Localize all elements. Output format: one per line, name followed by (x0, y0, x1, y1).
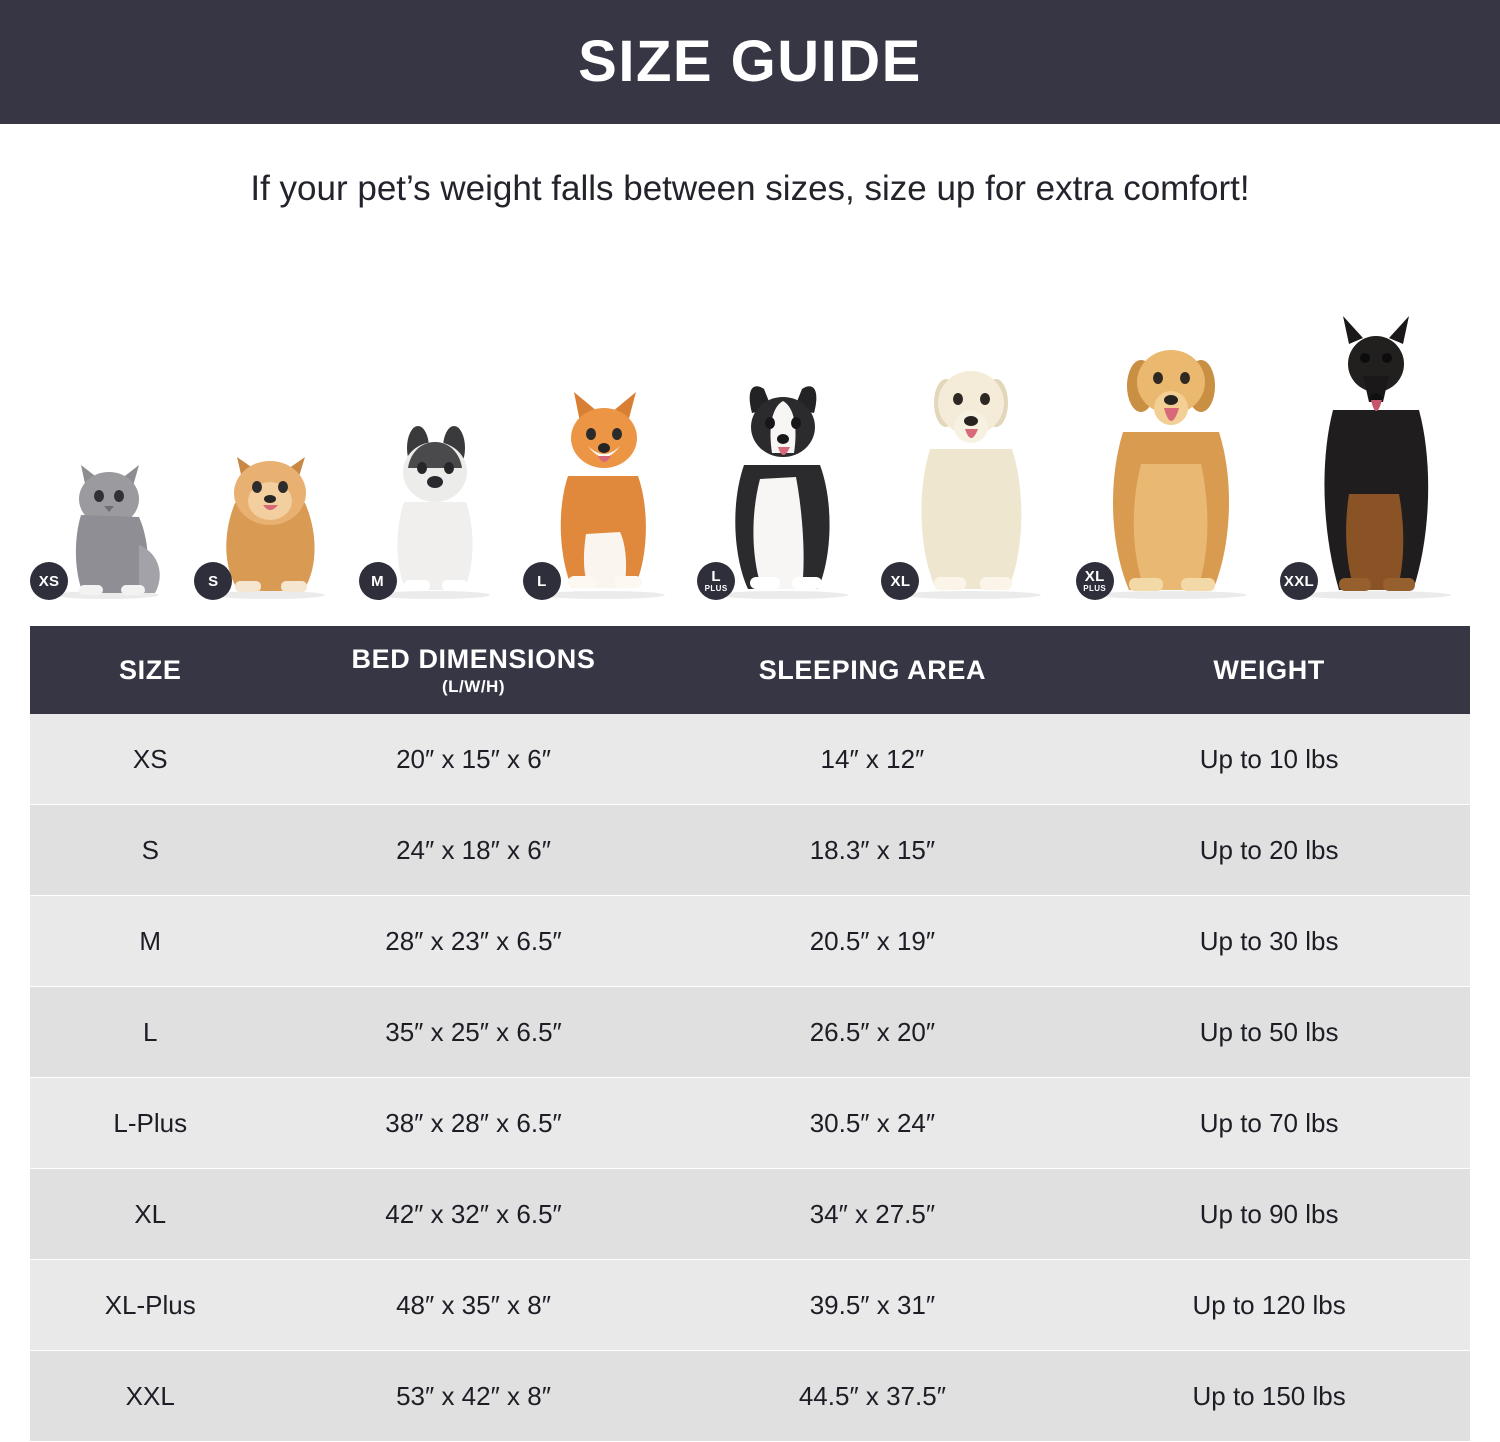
cell-dimensions: 38″ x 28″ x 6.5″ (270, 1078, 676, 1169)
subtitle-row (0, 124, 1500, 254)
cell-dimensions: 53″ x 42″ x 8″ (270, 1351, 676, 1442)
table-row (30, 987, 1470, 1078)
column-header-sleeping-area-label: SLEEPING AREA (758, 654, 987, 685)
subtitle-text: If your pet’s weight falls between sizes, size up for extra comfort! (250, 169, 1250, 208)
cell-weight: Up to 10 lbs (1068, 714, 1470, 805)
pet-l-plus (697, 369, 867, 604)
cell-sleeping-area: 39.5″ x 31″ (677, 1260, 1069, 1351)
table-header-row (30, 626, 1470, 714)
cell-weight: Up to 70 lbs (1068, 1078, 1470, 1169)
cell-size: S (30, 805, 270, 896)
cell-size: XXL (30, 1351, 270, 1442)
column-header-size-label: SIZE (119, 654, 182, 685)
cell-sleeping-area: 18.3″ x 15″ (677, 805, 1069, 896)
size-guide-header (0, 0, 1500, 124)
size-chart-table-wrapper (30, 626, 1470, 1442)
pet-xl-plus (1076, 334, 1266, 604)
size-badge-xxl (1280, 562, 1318, 600)
dog-icon (1285, 314, 1465, 604)
pet-m (359, 414, 509, 604)
cell-sleeping-area: 34″ x 27.5″ (677, 1169, 1069, 1260)
cell-size: L-Plus (30, 1078, 270, 1169)
size-badge-xl-plus (1076, 562, 1114, 600)
cell-weight: Up to 50 lbs (1068, 987, 1470, 1078)
size-badge-label: L (537, 572, 547, 590)
size-badge-sublabel: PLUS (1083, 584, 1107, 593)
cell-dimensions: 28″ x 23″ x 6.5″ (270, 896, 676, 987)
cell-weight: Up to 120 lbs (1068, 1260, 1470, 1351)
cell-sleeping-area: 20.5″ x 19″ (677, 896, 1069, 987)
column-header-sleeping-area (677, 626, 1069, 714)
cell-dimensions: 42″ x 32″ x 6.5″ (270, 1169, 676, 1260)
pet-xl (881, 349, 1061, 604)
pet-size-illustrations (30, 264, 1470, 604)
size-badge-label: M (371, 572, 384, 590)
table-row (30, 714, 1470, 805)
cell-weight: Up to 20 lbs (1068, 805, 1470, 896)
cell-weight: Up to 30 lbs (1068, 896, 1470, 987)
table-row (30, 1169, 1470, 1260)
cell-sleeping-area: 14″ x 12″ (677, 714, 1069, 805)
column-header-bed-dimensions-sublabel: (L/W/H) (442, 676, 505, 696)
table-row (30, 1078, 1470, 1169)
size-badge-label: XS (38, 572, 60, 590)
size-badge-l-plus (697, 562, 735, 600)
size-badge-l (523, 562, 561, 600)
pet-s (194, 439, 344, 604)
size-badge-xs (30, 562, 68, 600)
size-badge-m (359, 562, 397, 600)
doberman-silhouette-icon (1285, 314, 1465, 599)
column-header-size (30, 626, 270, 714)
cell-size: L (30, 987, 270, 1078)
cell-size: M (30, 896, 270, 987)
size-badge-sublabel: PLUS (704, 584, 728, 593)
size-badge-label: XL (1084, 568, 1105, 585)
cell-dimensions: 35″ x 25″ x 6.5″ (270, 987, 676, 1078)
table-head (30, 626, 1470, 714)
column-header-weight (1068, 626, 1470, 714)
cell-dimensions: 48″ x 35″ x 8″ (270, 1260, 676, 1351)
cell-weight: Up to 150 lbs (1068, 1351, 1470, 1442)
table-row (30, 1351, 1470, 1442)
size-badge-label: S (208, 572, 219, 590)
dog-icon (1081, 334, 1261, 604)
cell-size: XS (30, 714, 270, 805)
cell-dimensions: 24″ x 18″ x 6″ (270, 805, 676, 896)
pet-xs (30, 449, 180, 604)
table-body (30, 714, 1470, 1442)
labrador-silhouette-icon (886, 349, 1056, 599)
cell-sleeping-area: 44.5″ x 37.5″ (677, 1351, 1069, 1442)
column-header-bed-dimensions (270, 626, 676, 714)
cell-sleeping-area: 30.5″ x 24″ (677, 1078, 1069, 1169)
size-chart-table (30, 626, 1470, 1442)
cell-weight: Up to 90 lbs (1068, 1169, 1470, 1260)
size-badge-label: L (711, 568, 721, 585)
table-row (30, 805, 1470, 896)
table-row (30, 896, 1470, 987)
pet-xxl (1280, 314, 1470, 604)
cell-size: XL-Plus (30, 1260, 270, 1351)
column-header-weight-label: WEIGHT (1213, 654, 1325, 685)
pet-l (523, 384, 683, 604)
size-badge-label: XL (890, 572, 911, 590)
cell-sleeping-area: 26.5″ x 20″ (677, 987, 1069, 1078)
page-title: SIZE GUIDE (578, 29, 922, 94)
cell-dimensions: 20″ x 15″ x 6″ (270, 714, 676, 805)
column-header-bed-dimensions-label: BED DIMENSIONS (351, 643, 596, 674)
cell-size: XL (30, 1169, 270, 1260)
size-badge-label: XXL (1283, 572, 1314, 590)
golden-retriever-silhouette-icon (1081, 334, 1261, 599)
table-row (30, 1260, 1470, 1351)
